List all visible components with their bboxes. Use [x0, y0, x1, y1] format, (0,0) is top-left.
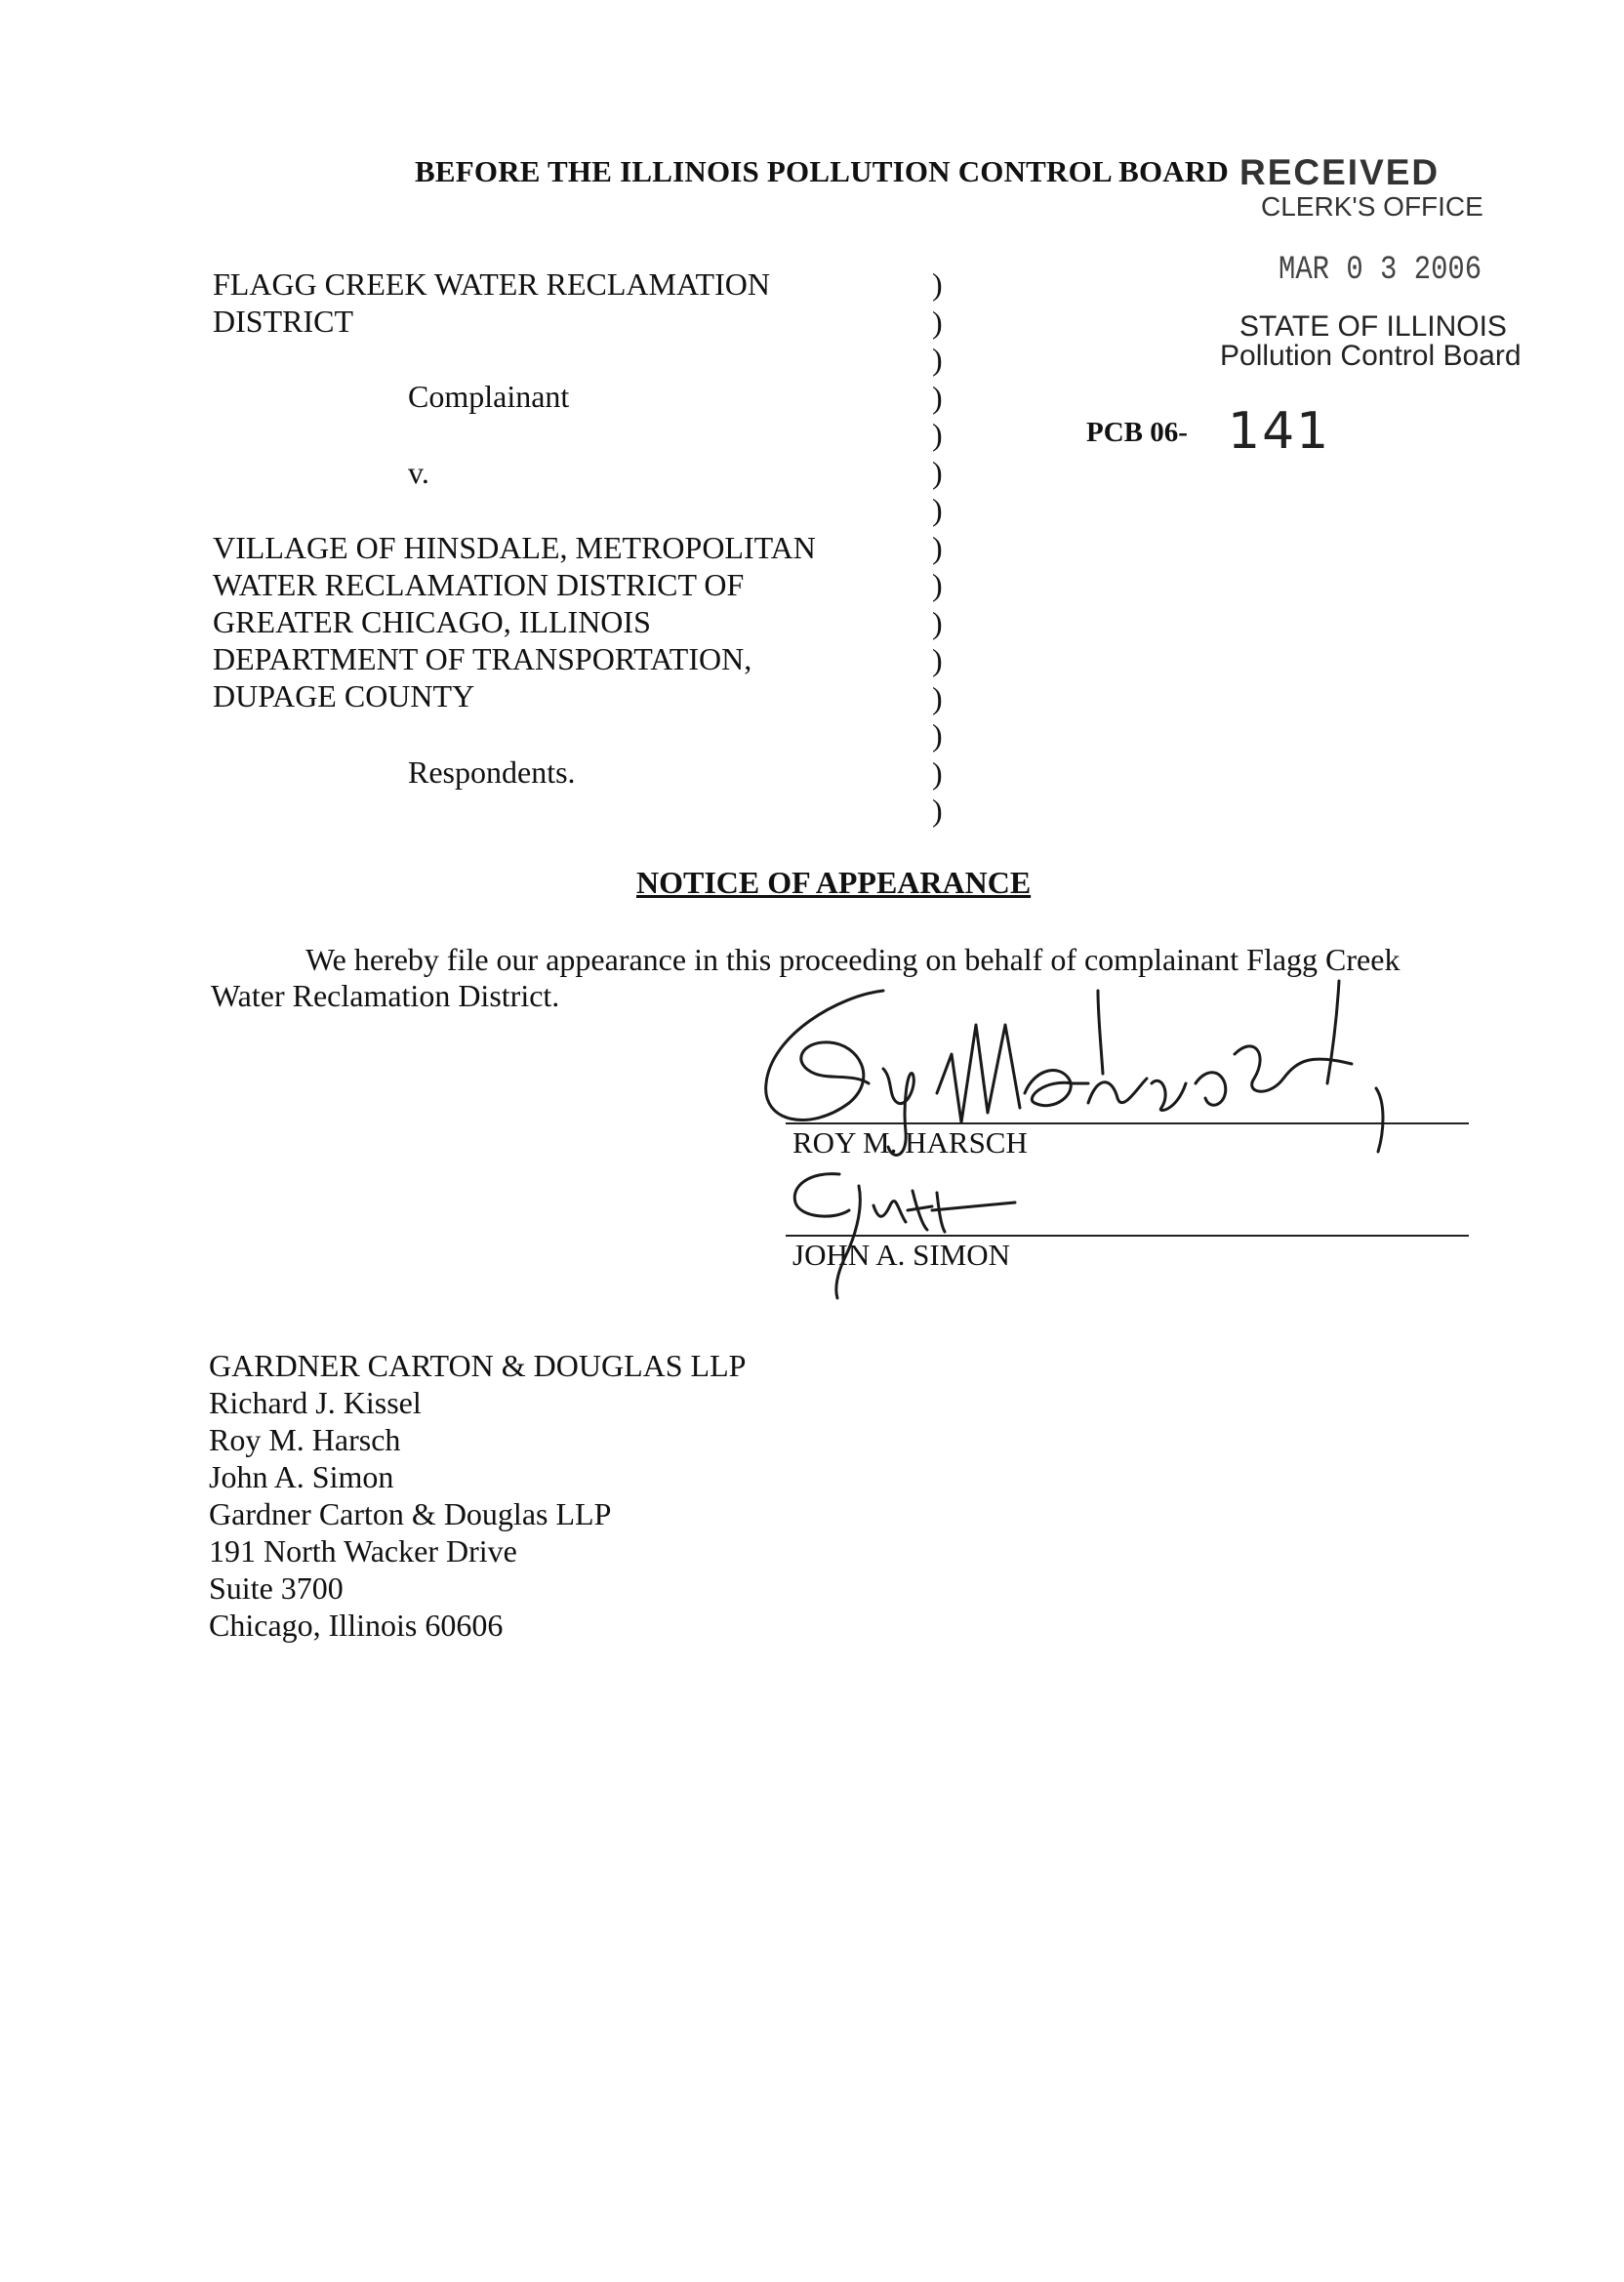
attorney-address-block [209, 1347, 746, 1644]
paren: ) [932, 266, 943, 302]
attorney-name: John A. Simon [209, 1459, 394, 1494]
paren: ) [932, 679, 943, 715]
notice-body-line-1: We hereby file our appearance in this proceeding on behalf of complainant Flagg Creek [305, 942, 1401, 977]
stamp-clerks-office: CLERK'S OFFICE [1261, 191, 1483, 222]
complainant-role: Complainant [408, 379, 570, 414]
firm-name-mixed-case: Gardner Carton & Douglas LLP [209, 1496, 612, 1531]
respondent-line-5: DUPAGE COUNTY [213, 678, 475, 713]
paren: ) [932, 754, 943, 791]
notice-body-line-2: Water Reclamation District. [211, 978, 560, 1013]
paren: ) [932, 342, 943, 377]
stamp-board: Pollution Control Board [1220, 340, 1522, 372]
respondent-line-2: WATER RECLAMATION DISTRICT OF [213, 567, 745, 602]
signatory-name-2: JOHN A. SIMON [792, 1238, 1011, 1272]
paren: ) [932, 417, 943, 452]
pcb-label: PCB 06- [1086, 417, 1188, 448]
respondent-role: Respondents. [408, 754, 576, 790]
respondent-line-3: GREATER CHICAGO, ILLINOIS [213, 604, 651, 639]
paren: ) [932, 567, 943, 602]
signature-line-1 [786, 1122, 1469, 1124]
paren: ) [932, 529, 943, 565]
respondent-line-1: VILLAGE OF HINSDALE, METROPOLITAN [213, 530, 816, 565]
paren: ) [932, 793, 943, 828]
document-heading: BEFORE THE ILLINOIS POLLUTION CONTROL BOARD [415, 154, 1230, 188]
paren: ) [932, 604, 943, 640]
paren: ) [932, 379, 943, 415]
received-stamp: RECEIVED [1239, 152, 1441, 192]
notice-title: NOTICE OF APPEARANCE [636, 865, 1032, 900]
caption-parenthesis-column [932, 265, 943, 830]
stamp-date: MAR 0 3 2006 [1279, 252, 1482, 289]
attorney-name: Roy M. Harsch [209, 1422, 401, 1457]
firm-name: GARDNER CARTON & DOUGLAS LLP [209, 1348, 747, 1383]
complainant-name-line-2: DISTRICT [213, 304, 353, 339]
versus: v. [408, 455, 429, 490]
paren: ) [932, 642, 943, 677]
suite: Suite 3700 [209, 1570, 344, 1606]
city-state-zip: Chicago, Illinois 60606 [209, 1608, 504, 1643]
respondent-line-4: DEPARTMENT OF TRANSPORTATION, [213, 641, 752, 676]
paren: ) [932, 454, 943, 490]
paren: ) [932, 492, 943, 527]
signatory-name-1: ROY M. HARSCH [792, 1125, 1028, 1160]
pcb-number-handwritten: 141 [1228, 402, 1331, 461]
signature-line-2 [786, 1235, 1469, 1237]
attorney-name: Richard J. Kissel [209, 1385, 422, 1420]
street-address: 191 North Wacker Drive [209, 1533, 517, 1569]
stamp-state: STATE OF ILLINOIS [1239, 310, 1507, 343]
paren: ) [932, 717, 943, 753]
paren: ) [932, 304, 943, 340]
complainant-name-line-1: FLAGG CREEK WATER RECLAMATION [213, 266, 770, 302]
